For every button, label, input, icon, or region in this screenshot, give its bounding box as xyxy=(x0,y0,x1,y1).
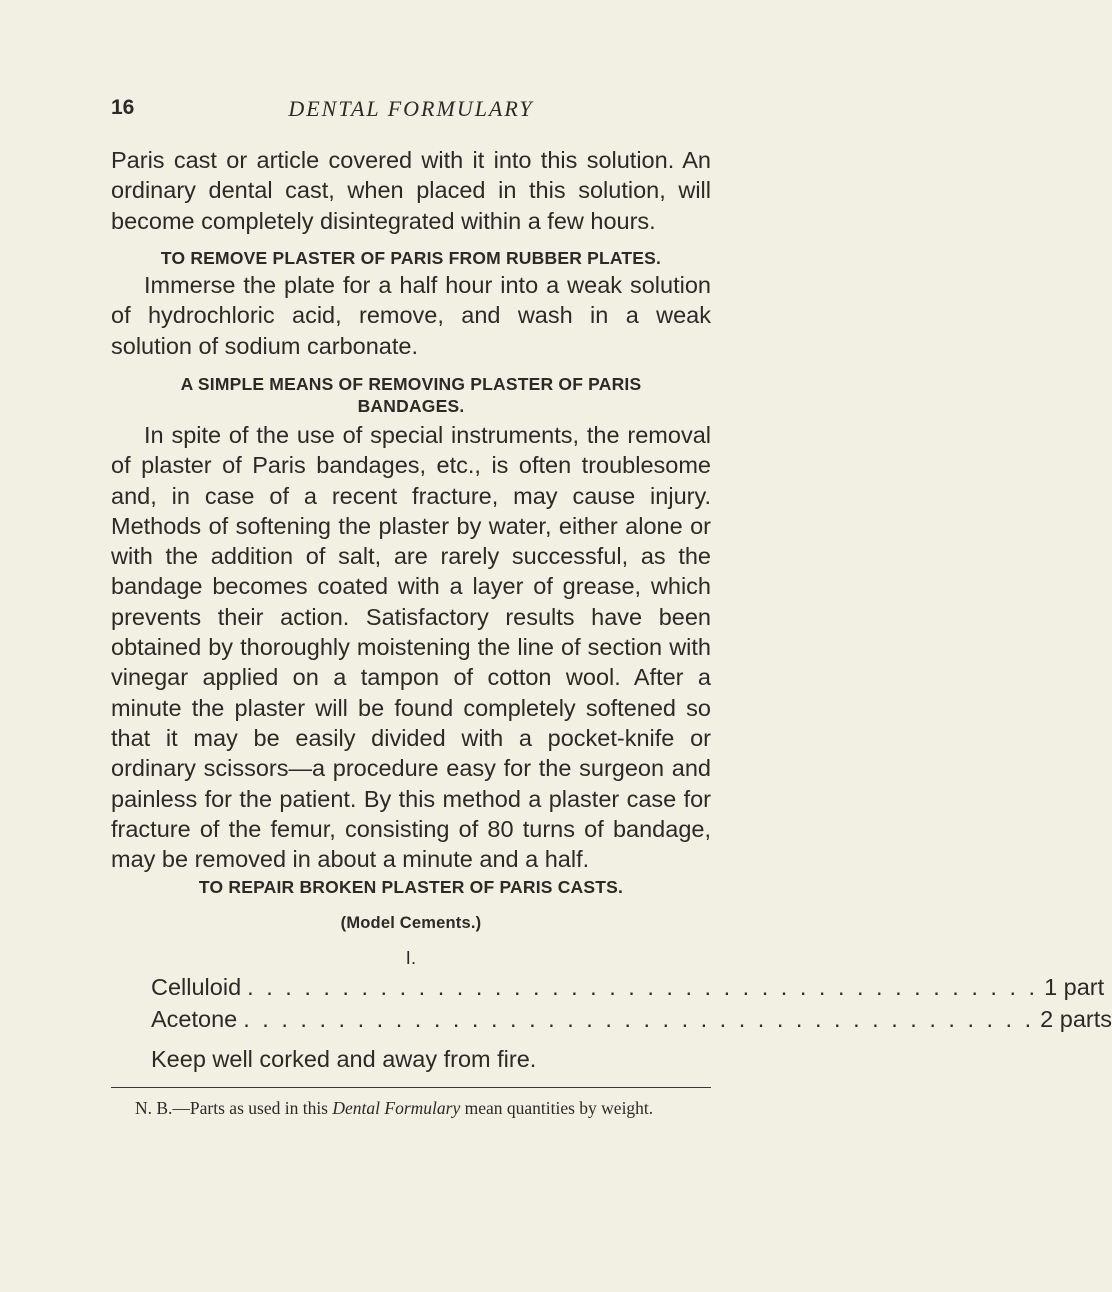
section-body-rubber-plates: Immerse the plate for a half hour into a weak solution of hydrochloric acid, remove, and wash in a weak solution of sodium carbonate. xyxy=(111,272,711,359)
ingredient-name: Celluloid xyxy=(151,974,242,1000)
section-body-rubber-plates-block xyxy=(111,270,711,361)
leader-dots: . . . . . . . . . . . . . . . . . . . . . . . . . . . . . . . . . . . . . . . . . . xyxy=(243,1006,1035,1032)
footnote-italic-title: Dental Formulary xyxy=(332,1098,461,1118)
section-body-bandages-block xyxy=(111,420,711,874)
intro-paragraph: Paris cast or article covered with it into this solution. An ordinary dental cast, when placed in this solution, will become completely disintegrated within a few hours. xyxy=(111,147,711,234)
ingredient-quantity: 1 part xyxy=(1044,974,1105,1000)
section-heading-bandages-line1: A SIMPLE MEANS OF REMOVING PLASTER OF PARIS xyxy=(180,374,642,394)
footnote-rule xyxy=(111,1087,711,1088)
formula-number: I. xyxy=(405,948,417,968)
ingredient-name: Acetone xyxy=(151,1006,238,1032)
footnote-suffix: mean quantities by weight. xyxy=(460,1098,654,1118)
running-title: DENTAL FORMULARY xyxy=(288,96,534,121)
intro-paragraph-block xyxy=(111,145,711,236)
instruction-text: Keep well corked and away from fire. xyxy=(151,1046,537,1072)
section-heading-bandages xyxy=(111,373,711,417)
section-body-bandages: In spite of the use of special instruments, the removal of plaster of Paris bandages, etc., is often troublesome and, in case of a recent fracture, may cause injury. Methods of softening the plaster by water, either alone or with the addition of salt, are rarely successful, as the bandage becomes coated with a layer of grease, which prevents their action. Satisfactory results have been obtained by thoroughly moistening the line of section with vinegar applied on a tampon of cotton wool. After a minute the plaster will be found completely softened so that it may be easily divided with a pocket-knife or ordinary scissors—a procedure easy for the surgeon and painless for the patient. By this method a plaster case for fracture of the femur, consisting of 80 turns of bandage, may be removed in about a minute and a half. xyxy=(111,422,711,873)
ingredient-quantity: 2 parts xyxy=(1040,1006,1112,1032)
ingredient-row xyxy=(151,1006,1112,1033)
footnote xyxy=(111,1098,721,1118)
section-heading-broken-casts: TO REPAIR BROKEN PLASTER OF PARIS CASTS. xyxy=(198,877,624,897)
section-heading-bandages-line2: BANDAGES. xyxy=(357,396,465,416)
instruction-block xyxy=(151,1044,711,1074)
section-subheading-model-cements: (Model Cements.) xyxy=(340,914,482,932)
leader-dots: . . . . . . . . . . . . . . . . . . . . . . . . . . . . . . . . . . . . . . . . . . xyxy=(247,974,1039,1000)
footnote-prefix: N. B.—Parts as used in this xyxy=(135,1098,333,1118)
ingredient-row xyxy=(151,974,1105,1001)
page-number: 16 xyxy=(111,96,135,119)
running-header xyxy=(111,96,711,126)
section-heading-rubber-plates: TO REMOVE PLASTER OF PARIS FROM RUBBER PLATES. xyxy=(160,248,662,268)
